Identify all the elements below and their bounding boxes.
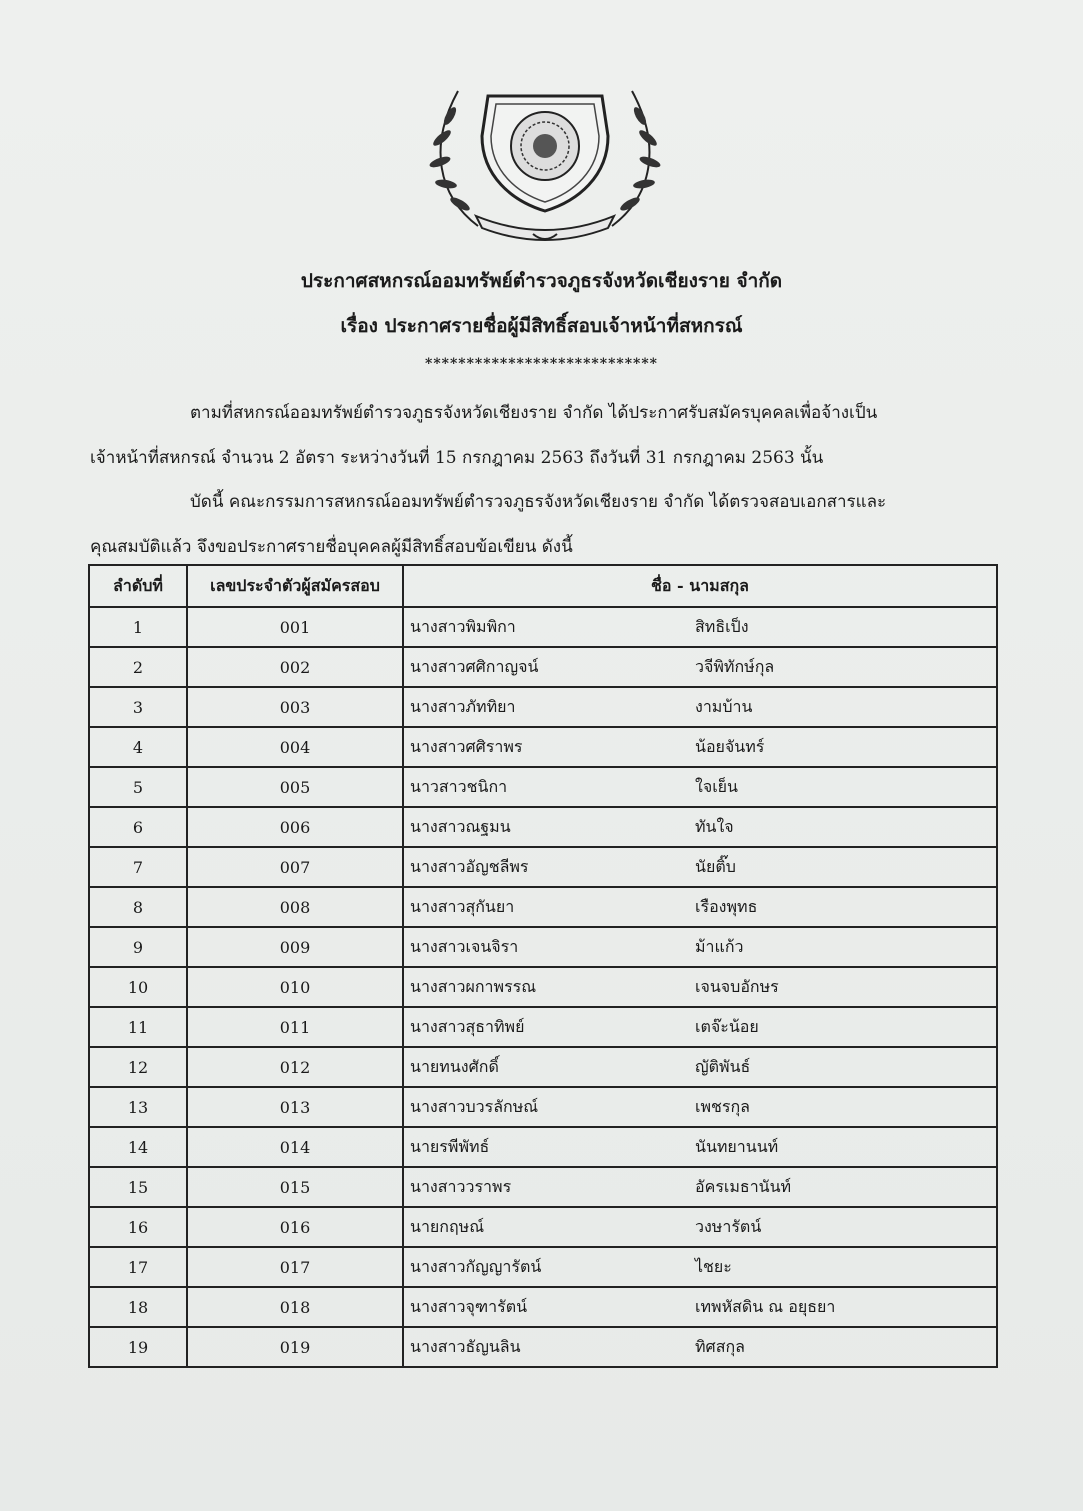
cell-full-name (403, 1207, 997, 1247)
table-row (89, 967, 997, 1007)
first-name: นางสาวณฐมน (410, 816, 511, 836)
announcement-title: ประกาศสหกรณ์ออมทรัพย์ตำรวจภูธรจังหวัดเชียงราย จำกัด (300, 270, 783, 292)
table-header-row (89, 565, 997, 607)
first-name: นางสาวศศิราพร (410, 736, 523, 756)
first-name: นายรพีพัทธ์ (410, 1136, 490, 1156)
first-name: นางสาวกัญญารัตน์ (410, 1256, 542, 1276)
name-wrapper (404, 1328, 996, 1366)
cell-full-name (403, 887, 997, 927)
last-name: ใจเย็น (695, 776, 738, 796)
paragraph-1-line-1: ตามที่สหกรณ์ออมทรัพย์ตำรวจภูธรจังหวัดเชียงราย จำกัด ได้ประกาศรับสมัครบุคคลเพื่อจ้างเป็น (190, 403, 878, 423)
cell-order: 2 (89, 647, 187, 687)
name-wrapper (404, 768, 996, 806)
cell-order: 9 (89, 927, 187, 967)
table-row (89, 687, 997, 727)
last-name: วงษารัตน์ (695, 1216, 762, 1236)
cell-full-name (403, 927, 997, 967)
table-row (89, 727, 997, 767)
cell-applicant-id: 007 (187, 847, 403, 887)
last-name: เพชรกุล (695, 1096, 750, 1116)
last-name: เรืองพุทธ (695, 896, 758, 916)
cell-order: 1 (89, 607, 187, 647)
table-row (89, 1247, 997, 1287)
name-wrapper (404, 1128, 996, 1166)
first-name: นางสาวพิมพิกา (410, 616, 516, 636)
name-wrapper (404, 808, 996, 846)
first-name: นางสาวธัญนลิน (410, 1336, 521, 1356)
name-wrapper (404, 728, 996, 766)
name-wrapper (404, 888, 996, 926)
cell-order: 3 (89, 687, 187, 727)
table-row (89, 927, 997, 967)
last-name: อัครเมธานันท์ (695, 1176, 792, 1196)
cell-applicant-id: 001 (187, 607, 403, 647)
name-wrapper (404, 1288, 996, 1326)
cell-applicant-id: 015 (187, 1167, 403, 1207)
cell-full-name (403, 1087, 997, 1127)
cell-applicant-id: 010 (187, 967, 403, 1007)
cell-order: 5 (89, 767, 187, 807)
last-name: ม้าแก้ว (695, 936, 744, 956)
first-name: นางสาวภัททิยา (410, 696, 516, 716)
cell-full-name (403, 1007, 997, 1047)
table-row (89, 1327, 997, 1367)
cell-applicant-id: 006 (187, 807, 403, 847)
name-wrapper (404, 1008, 996, 1046)
cell-order: 13 (89, 1087, 187, 1127)
cell-applicant-id: 013 (187, 1087, 403, 1127)
last-name: วจีพิทักษ์กุล (695, 656, 775, 676)
cell-applicant-id: 011 (187, 1007, 403, 1047)
last-name: ทันใจ (695, 816, 734, 836)
cell-order: 6 (89, 807, 187, 847)
cell-applicant-id: 003 (187, 687, 403, 727)
first-name: นางสาวศศิกาญจน์ (410, 656, 539, 676)
name-wrapper (404, 688, 996, 726)
last-name: เตจ๊ะน้อย (695, 1016, 759, 1036)
separator-stars: **************************** (425, 356, 658, 372)
header-full-name: ชื่อ - นามสกุล (403, 565, 997, 607)
name-wrapper (404, 848, 996, 886)
cell-applicant-id: 019 (187, 1327, 403, 1367)
cell-order: 19 (89, 1327, 187, 1367)
cell-applicant-id: 002 (187, 647, 403, 687)
last-name: นัยติ๊บ (695, 856, 736, 876)
name-wrapper (404, 608, 996, 646)
name-wrapper (404, 1088, 996, 1126)
last-name: สิทธิเป็ง (695, 616, 749, 636)
name-wrapper (404, 968, 996, 1006)
cell-full-name (403, 1167, 997, 1207)
name-wrapper (404, 1048, 996, 1086)
last-name: ไชยะ (695, 1256, 732, 1276)
table-row (89, 607, 997, 647)
last-name: ญัติพันธ์ (695, 1056, 751, 1076)
cell-applicant-id: 005 (187, 767, 403, 807)
cell-order: 12 (89, 1047, 187, 1087)
last-name: เจนจบอักษร (695, 976, 779, 996)
table-row (89, 1047, 997, 1087)
first-name: นางสาวสุธาทิพย์ (410, 1016, 525, 1036)
cell-applicant-id: 012 (187, 1047, 403, 1087)
table-row (89, 1207, 997, 1247)
cooperative-emblem-icon (418, 76, 672, 246)
table-row (89, 1007, 997, 1047)
cell-full-name (403, 1127, 997, 1167)
table-row (89, 1087, 997, 1127)
last-name: ทิศสกุล (695, 1336, 745, 1356)
cell-order: 4 (89, 727, 187, 767)
cell-full-name (403, 647, 997, 687)
first-name: นางสาวจุฑารัตน์ (410, 1296, 528, 1316)
first-name: นายทนงศักดิ์ (410, 1056, 499, 1076)
cell-order: 14 (89, 1127, 187, 1167)
first-name: นางสาวสุกันยา (410, 896, 515, 916)
cell-full-name (403, 607, 997, 647)
last-name: เทพหัสดิน ณ อยุธยา (695, 1296, 836, 1316)
announcement-subject: เรื่อง ประกาศรายชื่อผู้มีสิทธิ์สอบเจ้าหน้าที่สหกรณ์ (340, 315, 743, 337)
table-row (89, 1167, 997, 1207)
cell-applicant-id: 018 (187, 1287, 403, 1327)
paragraph-1-line-2: เจ้าหน้าที่สหกรณ์ จำนวน 2 อัตรา ระหว่างวันที่ 15 กรกฎาคม 2563 ถึงวันที่ 31 กรกฎาคม 2563 นั้น (90, 448, 824, 468)
table-row (89, 767, 997, 807)
cell-full-name (403, 1247, 997, 1287)
first-name: นางสาวบวรลักษณ์ (410, 1096, 539, 1116)
first-name: นางสาววราพร (410, 1176, 512, 1196)
cell-applicant-id: 014 (187, 1127, 403, 1167)
paragraph-2-line-2: คุณสมบัติแล้ว จึงขอประกาศรายชื่อบุคคลผู้มีสิทธิ์สอบข้อเขียน ดังนี้ (90, 537, 573, 557)
cell-full-name (403, 727, 997, 767)
last-name: งามบ้าน (695, 696, 753, 716)
last-name: น้อยจันทร์ (695, 736, 765, 756)
table-row (89, 807, 997, 847)
candidate-table (88, 564, 998, 1368)
first-name: นางสาวเจนจิรา (410, 936, 519, 956)
header-order: ลำดับที่ (89, 565, 187, 607)
first-name: นายกฤษณ์ (410, 1216, 485, 1236)
cell-applicant-id: 008 (187, 887, 403, 927)
cell-applicant-id: 016 (187, 1207, 403, 1247)
cell-full-name (403, 1047, 997, 1087)
cell-order: 10 (89, 967, 187, 1007)
cell-full-name (403, 847, 997, 887)
table-row (89, 1127, 997, 1167)
cell-full-name (403, 1287, 997, 1327)
cell-full-name (403, 807, 997, 847)
cell-full-name (403, 967, 997, 1007)
name-wrapper (404, 648, 996, 686)
cell-full-name (403, 687, 997, 727)
first-name: นาวสาวชนิกา (410, 776, 508, 796)
paragraph-2-line-1: บัดนี้ คณะกรรมการสหกรณ์ออมทรัพย์ตำรวจภูธรจังหวัดเชียงราย จำกัด ได้ตรวจสอบเอกสารและ (190, 492, 887, 512)
header-applicant-id: เลขประจำตัวผู้สมัครสอบ (187, 565, 403, 607)
name-wrapper (404, 1248, 996, 1286)
table-row (89, 647, 997, 687)
cell-applicant-id: 009 (187, 927, 403, 967)
table-row (89, 1287, 997, 1327)
name-wrapper (404, 1208, 996, 1246)
cell-applicant-id: 017 (187, 1247, 403, 1287)
name-wrapper (404, 1168, 996, 1206)
first-name: นางสาวอัญชลีพร (410, 856, 529, 876)
cell-full-name (403, 1327, 997, 1367)
cell-applicant-id: 004 (187, 727, 403, 767)
cell-order: 16 (89, 1207, 187, 1247)
table-row (89, 847, 997, 887)
table-row (89, 887, 997, 927)
last-name: นันทยานนท์ (695, 1136, 779, 1156)
cell-order: 8 (89, 887, 187, 927)
cell-order: 17 (89, 1247, 187, 1287)
name-wrapper (404, 928, 996, 966)
first-name: นางสาวผกาพรรณ (410, 976, 537, 996)
cell-order: 18 (89, 1287, 187, 1327)
cell-order: 15 (89, 1167, 187, 1207)
cell-order: 11 (89, 1007, 187, 1047)
cell-full-name (403, 767, 997, 807)
cell-order: 7 (89, 847, 187, 887)
